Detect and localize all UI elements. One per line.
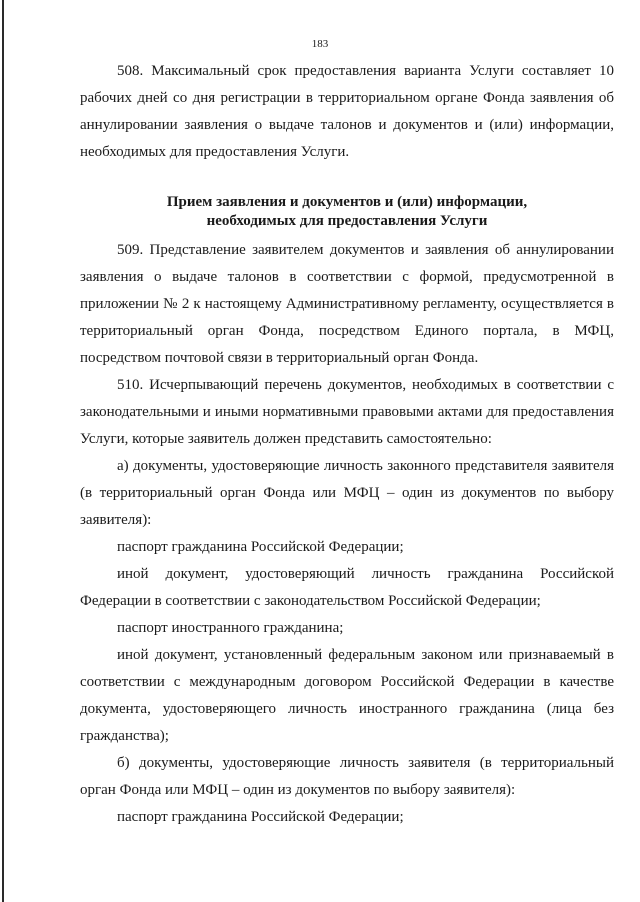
paragraph-510-b: б) документы, удостоверяющие личность заявителя (в территориальный орган Фонда или МФЦ – один из документов по выбору заявителя): [80,755,614,798]
list-item-other-document-foreign: иной документ, установленный федеральным законом или признаваемый в соответствии с международным договором Российской Федерации в качестве документа, удостоверяющего личность иностранного гражданина (лица без гражданства); [80,647,614,744]
section-heading-line-1: Прием заявления и документов и (или) информации, [166,194,528,210]
paragraph-508: 508. Максимальный срок предоставления варианта Услуги составляет 10 рабочих дней со дня регистрации в территориальном органе Фонда заявления об аннулировании заявления о выдаче талонов и документов и (или) информации, необходимых для предоставления Услуги. [80,63,614,160]
document-body [80,58,614,831]
list-item-foreign-passport: паспорт иностранного гражданина; [117,620,344,636]
list-item-other-document-rf: иной документ, удостоверяющий личность гражданина Российской Федерации в соответствии с законодательством Российской Федерации; [80,566,614,609]
page-number: 183 [311,38,329,50]
list-item-passport-rf: паспорт гражданина Российской Федерации; [117,539,404,555]
section-heading [80,193,614,231]
section-heading-line-2: необходимых для предоставления Услуги [206,213,488,229]
paragraph-510: 510. Исчерпывающий перечень документов, необходимых в соответствии с законодательными и иными нормативными правовыми актами для предоставления Услуги, которые заявитель должен представить самостоятельно: [80,377,614,447]
scan-border-line [2,0,4,902]
list-item-passport-rf-2: паспорт гражданина Российской Федерации; [117,809,404,825]
paragraph-509: 509. Представление заявителем документов и заявления об аннулировании заявления о выдаче талонов в соответствии с формой, предусмотренной в приложении № 2 к настоящему Административному регламенту, осуществляется в территориальный орган Фонда, посредством Единого портала, в МФЦ, посредством почтовой связи в территориальный орган Фонда. [80,242,614,366]
paragraph-510-a: а) документы, удостоверяющие личность законного представителя заявителя (в территориальный орган Фонда или МФЦ – один из документов по выбору заявителя): [80,458,614,528]
